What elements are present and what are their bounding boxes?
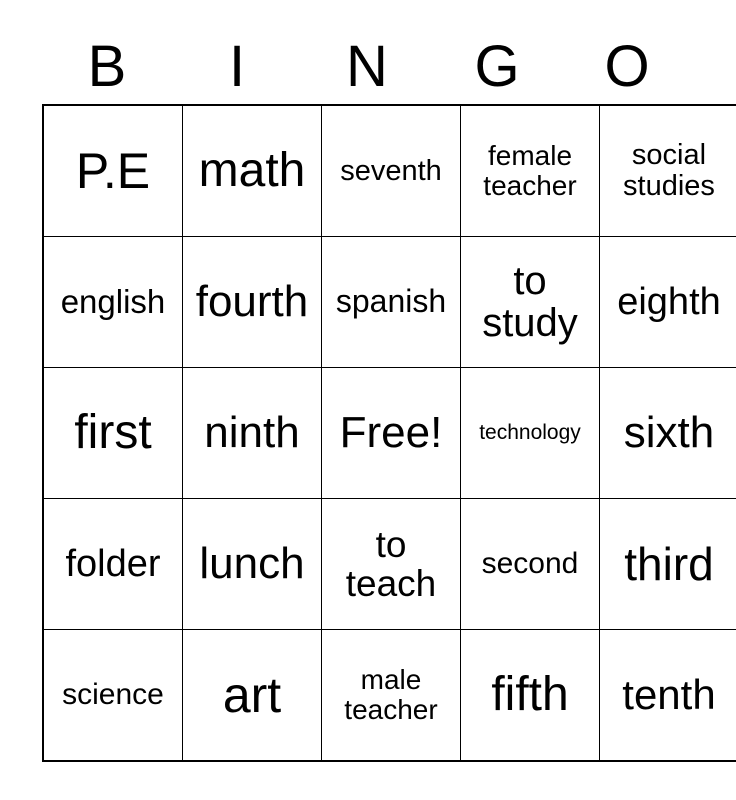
bingo-cell[interactable]: lunch (183, 499, 322, 630)
table-row (43, 499, 736, 630)
bingo-cell[interactable]: spanish (322, 237, 461, 368)
bingo-cell[interactable]: to study (461, 237, 600, 368)
bingo-cell[interactable]: science (43, 630, 183, 762)
table-row (43, 237, 736, 368)
bingo-cell[interactable]: technology (461, 368, 600, 499)
bingo-cell[interactable]: social studies (600, 105, 736, 237)
bingo-title (42, 34, 692, 99)
bingo-cell[interactable]: english (43, 237, 183, 368)
bingo-cell[interactable]: female teacher (461, 105, 600, 237)
bingo-cell[interactable]: ninth (183, 368, 322, 499)
bingo-cell[interactable]: fifth (461, 630, 600, 762)
bingo-letter-n: N (346, 34, 388, 99)
bingo-cell[interactable]: male teacher (322, 630, 461, 762)
bingo-cell[interactable]: fourth (183, 237, 322, 368)
bingo-cell[interactable]: folder (43, 499, 183, 630)
table-row (43, 105, 736, 237)
bingo-cell[interactable]: second (461, 499, 600, 630)
bingo-cell[interactable]: sixth (600, 368, 736, 499)
bingo-letter-o: O (604, 34, 650, 99)
bingo-cell[interactable]: first (43, 368, 183, 499)
bingo-letter-i: I (228, 34, 246, 99)
bingo-cell[interactable]: seventh (322, 105, 461, 237)
bingo-cell[interactable]: P.E (43, 105, 183, 237)
bingo-letter-g: G (474, 34, 520, 99)
table-row (43, 630, 736, 762)
bingo-card (42, 34, 736, 762)
bingo-cell[interactable]: eighth (600, 237, 736, 368)
bingo-letter-b: B (87, 34, 127, 99)
bingo-cell[interactable]: art (183, 630, 322, 762)
free-cell[interactable]: Free! (322, 368, 461, 499)
bingo-cell[interactable]: to teach (322, 499, 461, 630)
bingo-card-grid (42, 104, 736, 762)
bingo-cell[interactable]: tenth (600, 630, 736, 762)
bingo-cell[interactable]: third (600, 499, 736, 630)
table-row (43, 368, 736, 499)
bingo-cell[interactable]: math (183, 105, 322, 237)
